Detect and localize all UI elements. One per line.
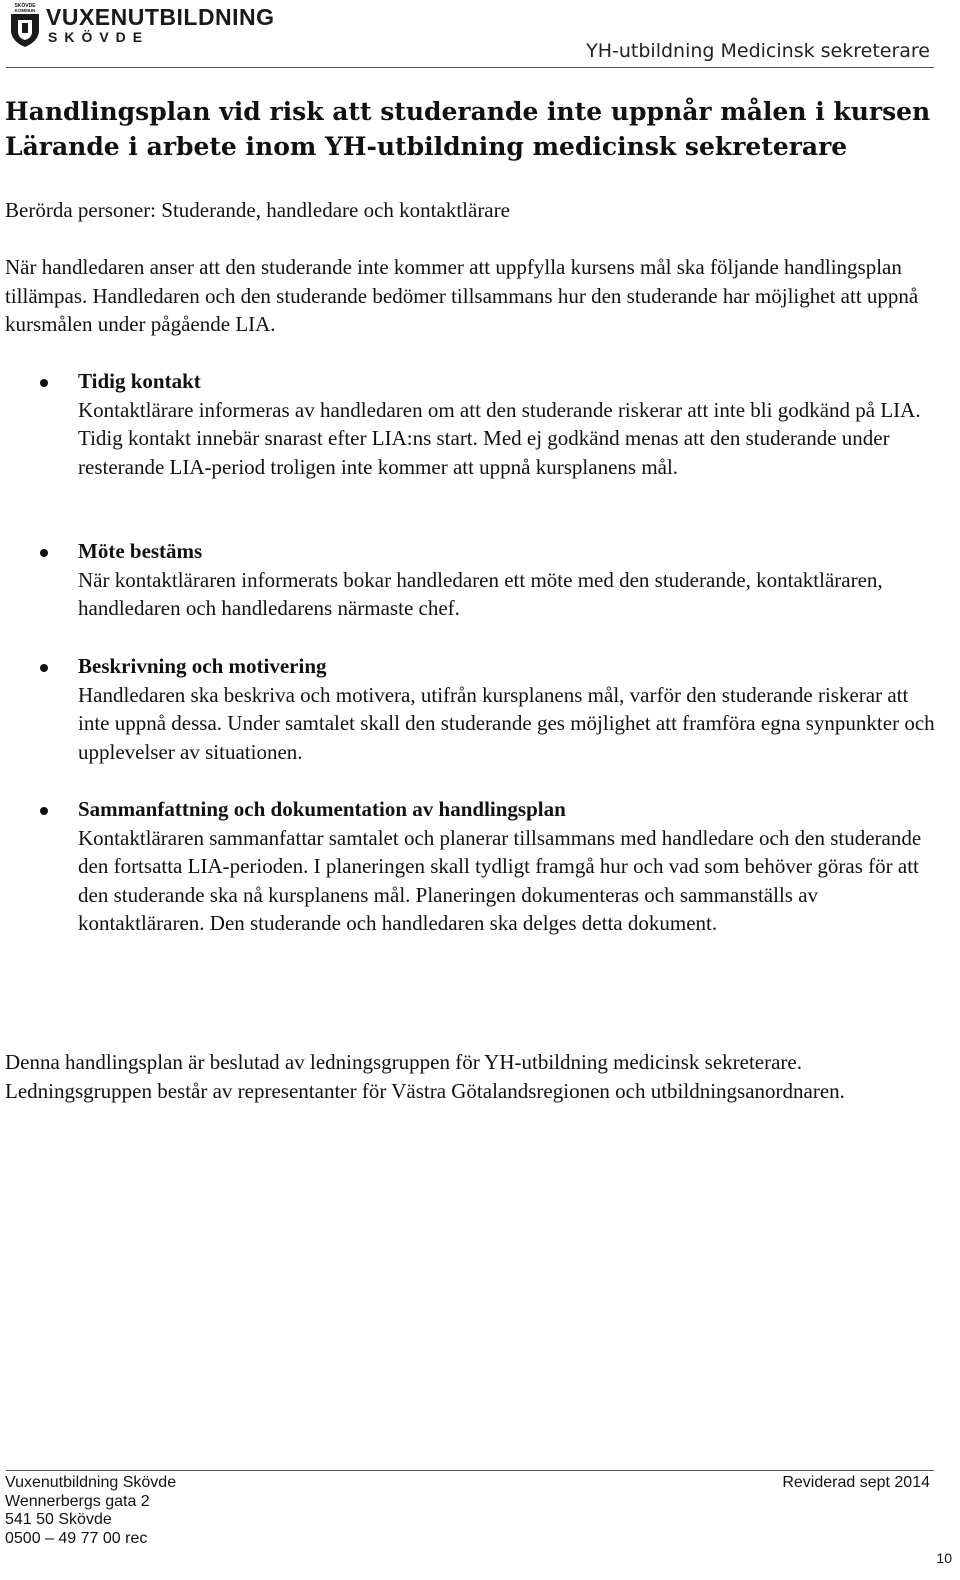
logo-subtitle: SKÖVDE	[48, 29, 150, 45]
closing-paragraph: Denna handlingsplan är beslutad av ledningsgruppen för YH-utbildning medicinsk sekreterare. Ledningsgruppen består av representanter för Västra Götalandsregionen och utbildningsanordnaren.	[5, 1050, 845, 1103]
page-header	[0, 0, 960, 72]
bullet-icon	[40, 807, 48, 815]
footer-street: Wennerbergs gata 2	[5, 1492, 150, 1510]
section-sammanfattning	[78, 795, 938, 938]
section-heading: Tidig kontakt	[78, 369, 201, 393]
section-body: Handledaren ska beskriva och motivera, utifrån kursplanens mål, varför den studerande riskerar att inte uppnå dessa. Under samtalet skall den studerande ges möjlighet att framföra egna synpunkter och upplevelser av situationen.	[78, 682, 935, 764]
logo-title: VUXENUTBILDNING	[46, 4, 275, 30]
svg-text:SKÖVDE: SKÖVDE	[14, 3, 36, 9]
footer-postal: 541 50 Skövde	[5, 1511, 112, 1528]
page-number: 10	[936, 1550, 952, 1566]
footer-phone: 0500 – 49 77 00 rec	[5, 1529, 148, 1547]
page-title	[5, 94, 935, 164]
section-heading: Möte bestäms	[78, 539, 203, 563]
bullet-icon	[40, 379, 48, 387]
revised-date: Reviderad sept 2014	[782, 1474, 930, 1491]
header-program-name: YH-utbildning Medicinsk sekreterare	[586, 40, 930, 62]
section-mote-bestams	[78, 537, 938, 623]
section-tidig-kontakt	[78, 367, 938, 481]
affected-persons: Berörda personer: Studerande, handledare och kontaktlärare	[5, 198, 510, 222]
shield-icon	[8, 2, 42, 48]
footer-divider	[6, 1470, 934, 1471]
section-heading: Beskrivning och motivering	[78, 654, 327, 678]
section-body: Kontaktlärare informeras av handledaren om att den studerande riskerar att inte bli godkänd på LIA. Tidig kontakt innebär snarast efter LIA:ns start. Med ej godkänd menas att den studerande under resterande LIA-period troligen inte kommer att uppnå kursplanens mål.	[78, 397, 921, 479]
section-body: När kontaktläraren informerats bokar handledaren ett möte med den studerande, kontaktläraren, handledaren och handledarens närmaste chef.	[78, 567, 883, 620]
intro-paragraph: När handledaren anser att den studerande inte kommer att uppfylla kursens mål ska följande handlingsplan tillämpas. Handledaren och den studerande bedömer tillsammans hur den studerande har möjlighet att uppnå kursmålen under pågående LIA.	[5, 255, 919, 336]
section-heading: Sammanfattning och dokumentation av handlingsplan	[78, 797, 566, 821]
section-body: Kontaktläraren sammanfattar samtalet och planerar tillsammans med handledare och den studerande den fortsatta LIA-perioden. I planeringen skall tydligt framgå hur och vad som behöver göras för att den studerande ska nå kursplanens mål. Planeringen dokumenteras och sammanställs av kontaktläraren. Den studerande och handledaren ska delges detta dokument.	[78, 825, 922, 935]
section-beskrivning	[78, 652, 938, 766]
header-divider	[6, 67, 934, 68]
vuxenutbildning-logo	[8, 2, 275, 50]
title-line-1: Handlingsplan vid risk att studerande inte uppnår målen i kursen	[5, 97, 931, 126]
svg-text:KOMMUN: KOMMUN	[14, 8, 36, 13]
title-line-2: Lärande i arbete inom YH-utbildning medicinsk sekreterare	[5, 132, 848, 161]
footer-address	[5, 1474, 176, 1548]
bullet-icon	[40, 664, 48, 672]
bullet-icon	[40, 549, 48, 557]
footer-org: Vuxenutbildning Skövde	[5, 1474, 177, 1491]
